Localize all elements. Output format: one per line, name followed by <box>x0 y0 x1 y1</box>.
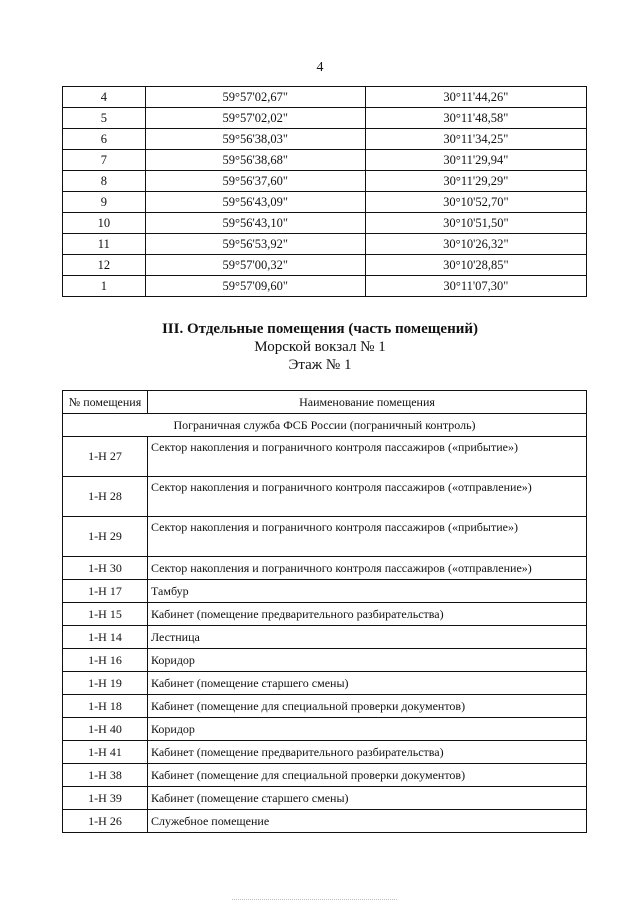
room-name: Коридор <box>148 649 587 672</box>
room-number: 1-Н 16 <box>63 649 148 672</box>
coord-row <box>63 192 587 213</box>
table-row <box>63 477 587 517</box>
room-number: 1-Н 19 <box>63 672 148 695</box>
table-row <box>63 517 587 557</box>
room-name: Лестница <box>148 626 587 649</box>
room-name: Кабинет (помещение для специальной проверки документов) <box>148 695 587 718</box>
section-title <box>0 320 640 374</box>
coord-row <box>63 255 587 276</box>
latitude: 59°56'43,09" <box>145 192 365 213</box>
header-name: Наименование помещения <box>148 391 587 414</box>
longitude: 30°11'29,94" <box>365 150 586 171</box>
room-number: 1-Н 30 <box>63 557 148 580</box>
room-name: Сектор накопления и пограничного контроля пассажиров («отправление») <box>148 477 587 517</box>
room-name: Сектор накопления и пограничного контроля пассажиров («прибытие») <box>148 437 587 477</box>
table-row <box>63 718 587 741</box>
header-number: № помещения <box>63 391 148 414</box>
coord-row <box>63 171 587 192</box>
room-name: Сектор накопления и пограничного контроля пассажиров («отправление») <box>148 557 587 580</box>
room-number: 1-Н 38 <box>63 764 148 787</box>
latitude: 59°56'38,68" <box>145 150 365 171</box>
room-name: Сектор накопления и пограничного контроля пассажиров («прибытие») <box>148 517 587 557</box>
divider <box>232 899 397 900</box>
room-name: Кабинет (помещение предварительного разбирательства) <box>148 603 587 626</box>
room-number: 1-Н 14 <box>63 626 148 649</box>
latitude: 59°57'02,67" <box>145 87 365 108</box>
coord-row <box>63 129 587 150</box>
table-row <box>63 580 587 603</box>
longitude: 30°11'44,26" <box>365 87 586 108</box>
point-number: 9 <box>63 192 146 213</box>
table-row <box>63 603 587 626</box>
room-name: Кабинет (помещение для специальной проверки документов) <box>148 764 587 787</box>
coord-row <box>63 87 587 108</box>
latitude: 59°56'43,10" <box>145 213 365 234</box>
point-number: 7 <box>63 150 146 171</box>
room-name: Служебное помещение <box>148 810 587 833</box>
group-row <box>63 414 587 437</box>
longitude: 30°10'52,70" <box>365 192 586 213</box>
room-number: 1-Н 26 <box>63 810 148 833</box>
table-row <box>63 557 587 580</box>
room-number: 1-Н 18 <box>63 695 148 718</box>
rooms-table <box>62 390 587 833</box>
point-number: 11 <box>63 234 146 255</box>
latitude: 59°56'53,92" <box>145 234 365 255</box>
latitude: 59°56'37,60" <box>145 171 365 192</box>
longitude: 30°11'34,25" <box>365 129 586 150</box>
section-heading: III. Отдельные помещения (часть помещений) <box>161 321 479 337</box>
point-number: 5 <box>63 108 146 129</box>
table-row <box>63 626 587 649</box>
room-number: 1-Н 27 <box>63 437 148 477</box>
room-number: 1-Н 17 <box>63 580 148 603</box>
point-number: 6 <box>63 129 146 150</box>
table-row <box>63 810 587 833</box>
room-number: 1-Н 41 <box>63 741 148 764</box>
table-row <box>63 787 587 810</box>
latitude: 59°57'09,60" <box>145 276 365 297</box>
longitude: 30°11'07,30" <box>365 276 586 297</box>
table-row <box>63 437 587 477</box>
point-number: 8 <box>63 171 146 192</box>
coord-row <box>63 213 587 234</box>
building-name: Морской вокзал № 1 <box>254 339 386 355</box>
coordinates-table <box>62 86 587 297</box>
point-number: 10 <box>63 213 146 234</box>
group-title: Пограничная служба ФСБ России (пограничный контроль) <box>63 414 587 437</box>
table-row <box>63 672 587 695</box>
table-row <box>63 649 587 672</box>
table-row <box>63 764 587 787</box>
room-number: 1-Н 40 <box>63 718 148 741</box>
point-number: 1 <box>63 276 146 297</box>
table-header-row <box>63 391 587 414</box>
latitude: 59°57'00,32" <box>145 255 365 276</box>
coord-row <box>63 234 587 255</box>
room-name: Кабинет (помещение предварительного разбирательства) <box>148 741 587 764</box>
room-name: Тамбур <box>148 580 587 603</box>
point-number: 12 <box>63 255 146 276</box>
longitude: 30°11'29,29" <box>365 171 586 192</box>
room-name: Кабинет (помещение старшего смены) <box>148 787 587 810</box>
coord-row <box>63 276 587 297</box>
room-number: 1-Н 29 <box>63 517 148 557</box>
longitude: 30°10'51,50" <box>365 213 586 234</box>
table-row <box>63 695 587 718</box>
longitude: 30°10'26,32" <box>365 234 586 255</box>
room-name: Кабинет (помещение старшего смены) <box>148 672 587 695</box>
room-number: 1-Н 39 <box>63 787 148 810</box>
room-number: 1-Н 28 <box>63 477 148 517</box>
room-number: 1-Н 15 <box>63 603 148 626</box>
page-number: 4 <box>316 60 324 75</box>
coord-row <box>63 108 587 129</box>
room-name: Коридор <box>148 718 587 741</box>
latitude: 59°56'38,03" <box>145 129 365 150</box>
floor-name: Этаж № 1 <box>288 357 352 373</box>
point-number: 4 <box>63 87 146 108</box>
longitude: 30°11'48,58" <box>365 108 586 129</box>
table-row <box>63 741 587 764</box>
latitude: 59°57'02,02" <box>145 108 365 129</box>
coord-row <box>63 150 587 171</box>
longitude: 30°10'28,85" <box>365 255 586 276</box>
